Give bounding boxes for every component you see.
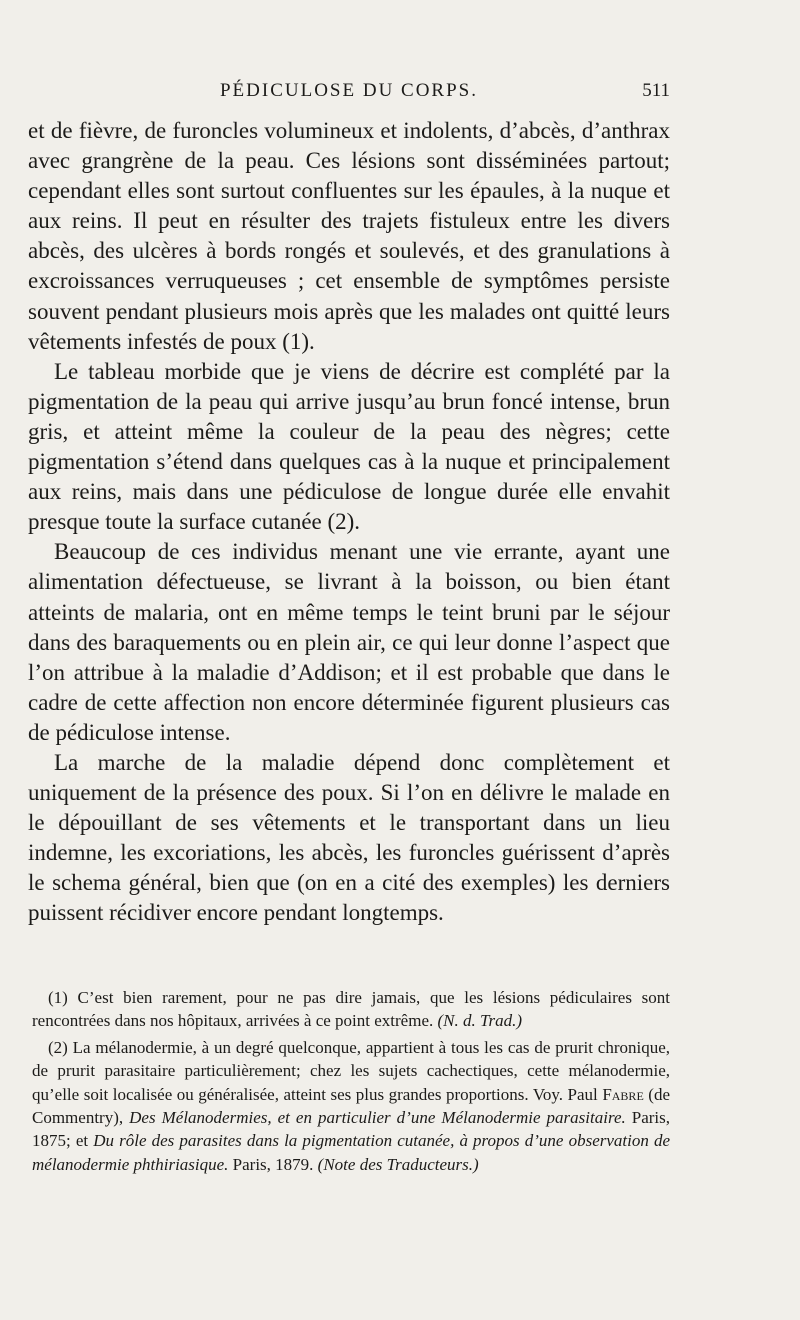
paragraph-2: Le tableau morbide que je viens de décrire est complété par la pigmentation de la peau qui arrive jusqu’au brun foncé intense, brun gris, et atteint même la couleur de la peau des nègres; cette pigmentation s’étend dans quelques cas à la nuque et principalement aux reins, mais dans une pédiculose de longue durée elle envahit presque toute la surface cutanée (2). (28, 358, 670, 535)
footnote-2-note: (Note des Traducteurs.) (317, 1154, 479, 1174)
footnote-2-part-d: Paris, 1879. (232, 1154, 314, 1174)
page-header (28, 80, 670, 110)
footnote-1-note: (N. d. Trad.) (437, 1011, 523, 1031)
footnote-2-title-2: Du rôle des parasites dans la pigmentation cutanée, à propos d’une observation de mélanodermie phthiriasique. (32, 1131, 671, 1174)
paragraph-1: et de fièvre, de furoncles volumineux et indolents, d’abcès, d’anthrax avec grangrène de la peau. Ces lésions sont disséminées partout; cependant elles sont surtout confluentes sur les épaules, à la nuque et aux reins. Il peut en résulter des trajets fistuleux entre les divers abcès, des ulcères à bords rongés et soulevés, et des granulations à excroissances verruqueuses ; cet ensemble de symptômes persiste souvent pendant plusieurs mois après que les malades ont quitté leurs vêtements infestés de poux (1). (28, 118, 670, 354)
footnotes (32, 986, 670, 1176)
page-number: 511 (642, 80, 670, 101)
footnote-2-author: Fabre (602, 1084, 644, 1104)
footnote-2-part-c: Paris, 1875; et (32, 1108, 670, 1151)
footnote-2-part-a: (2) La mélanodermie, à un degré quelconque, appartient à tous les cas de prurit chronique, de prurit parasitaire particulièrement; chez les sujets cachectiques, cette mélanodermie, qu’elle soit localisée ou généralisée, atteint ses plus grandes proportions. Voy. Paul (32, 1037, 670, 1104)
footnote-1-text: (1) C’est bien rarement, pour ne pas dire jamais, que les lésions pédiculaires sont rencontrées dans nos hôpitaux, arrivées à ce point extrême. (32, 988, 670, 1031)
paragraph-3: Beaucoup de ces individus menant une vie errante, ayant une alimentation défectueuse, se livrant à la boisson, ou bien étant atteints de malaria, ont en même temps le teint bruni par le séjour dans des baraquements ou en plein air, ce qui leur donne l’aspect que l’on attribue à la maladie d’Addison; et il est probable que dans le cadre de cette affection non encore déterminée figurent plusieurs cas de pédiculose intense. (28, 539, 670, 745)
running-title: PÉDICULOSE DU CORPS. (219, 80, 478, 101)
main-text (28, 116, 670, 929)
footnote-2-title-1: Des Mélanodermies, et en particulier d’une Mélanodermie parasitaire. (129, 1108, 626, 1128)
footnote-2 (32, 1036, 670, 1176)
footnote-2-part-b: (de Commentry), (32, 1084, 671, 1128)
footnote-1 (32, 986, 670, 1033)
paragraph-4: La marche de la maladie dépend donc complètement et uniquement de la présence des poux. Si l’on en délivre le malade en le dépouillant de ses vêtements et le transportant dans un lieu indemne, les excoriations, les abcès, les furoncles guérissent d’après le schema général, bien que (on en a cité des exemples) les derniers puissent récidiver encore pendant longtemps. (28, 749, 670, 926)
